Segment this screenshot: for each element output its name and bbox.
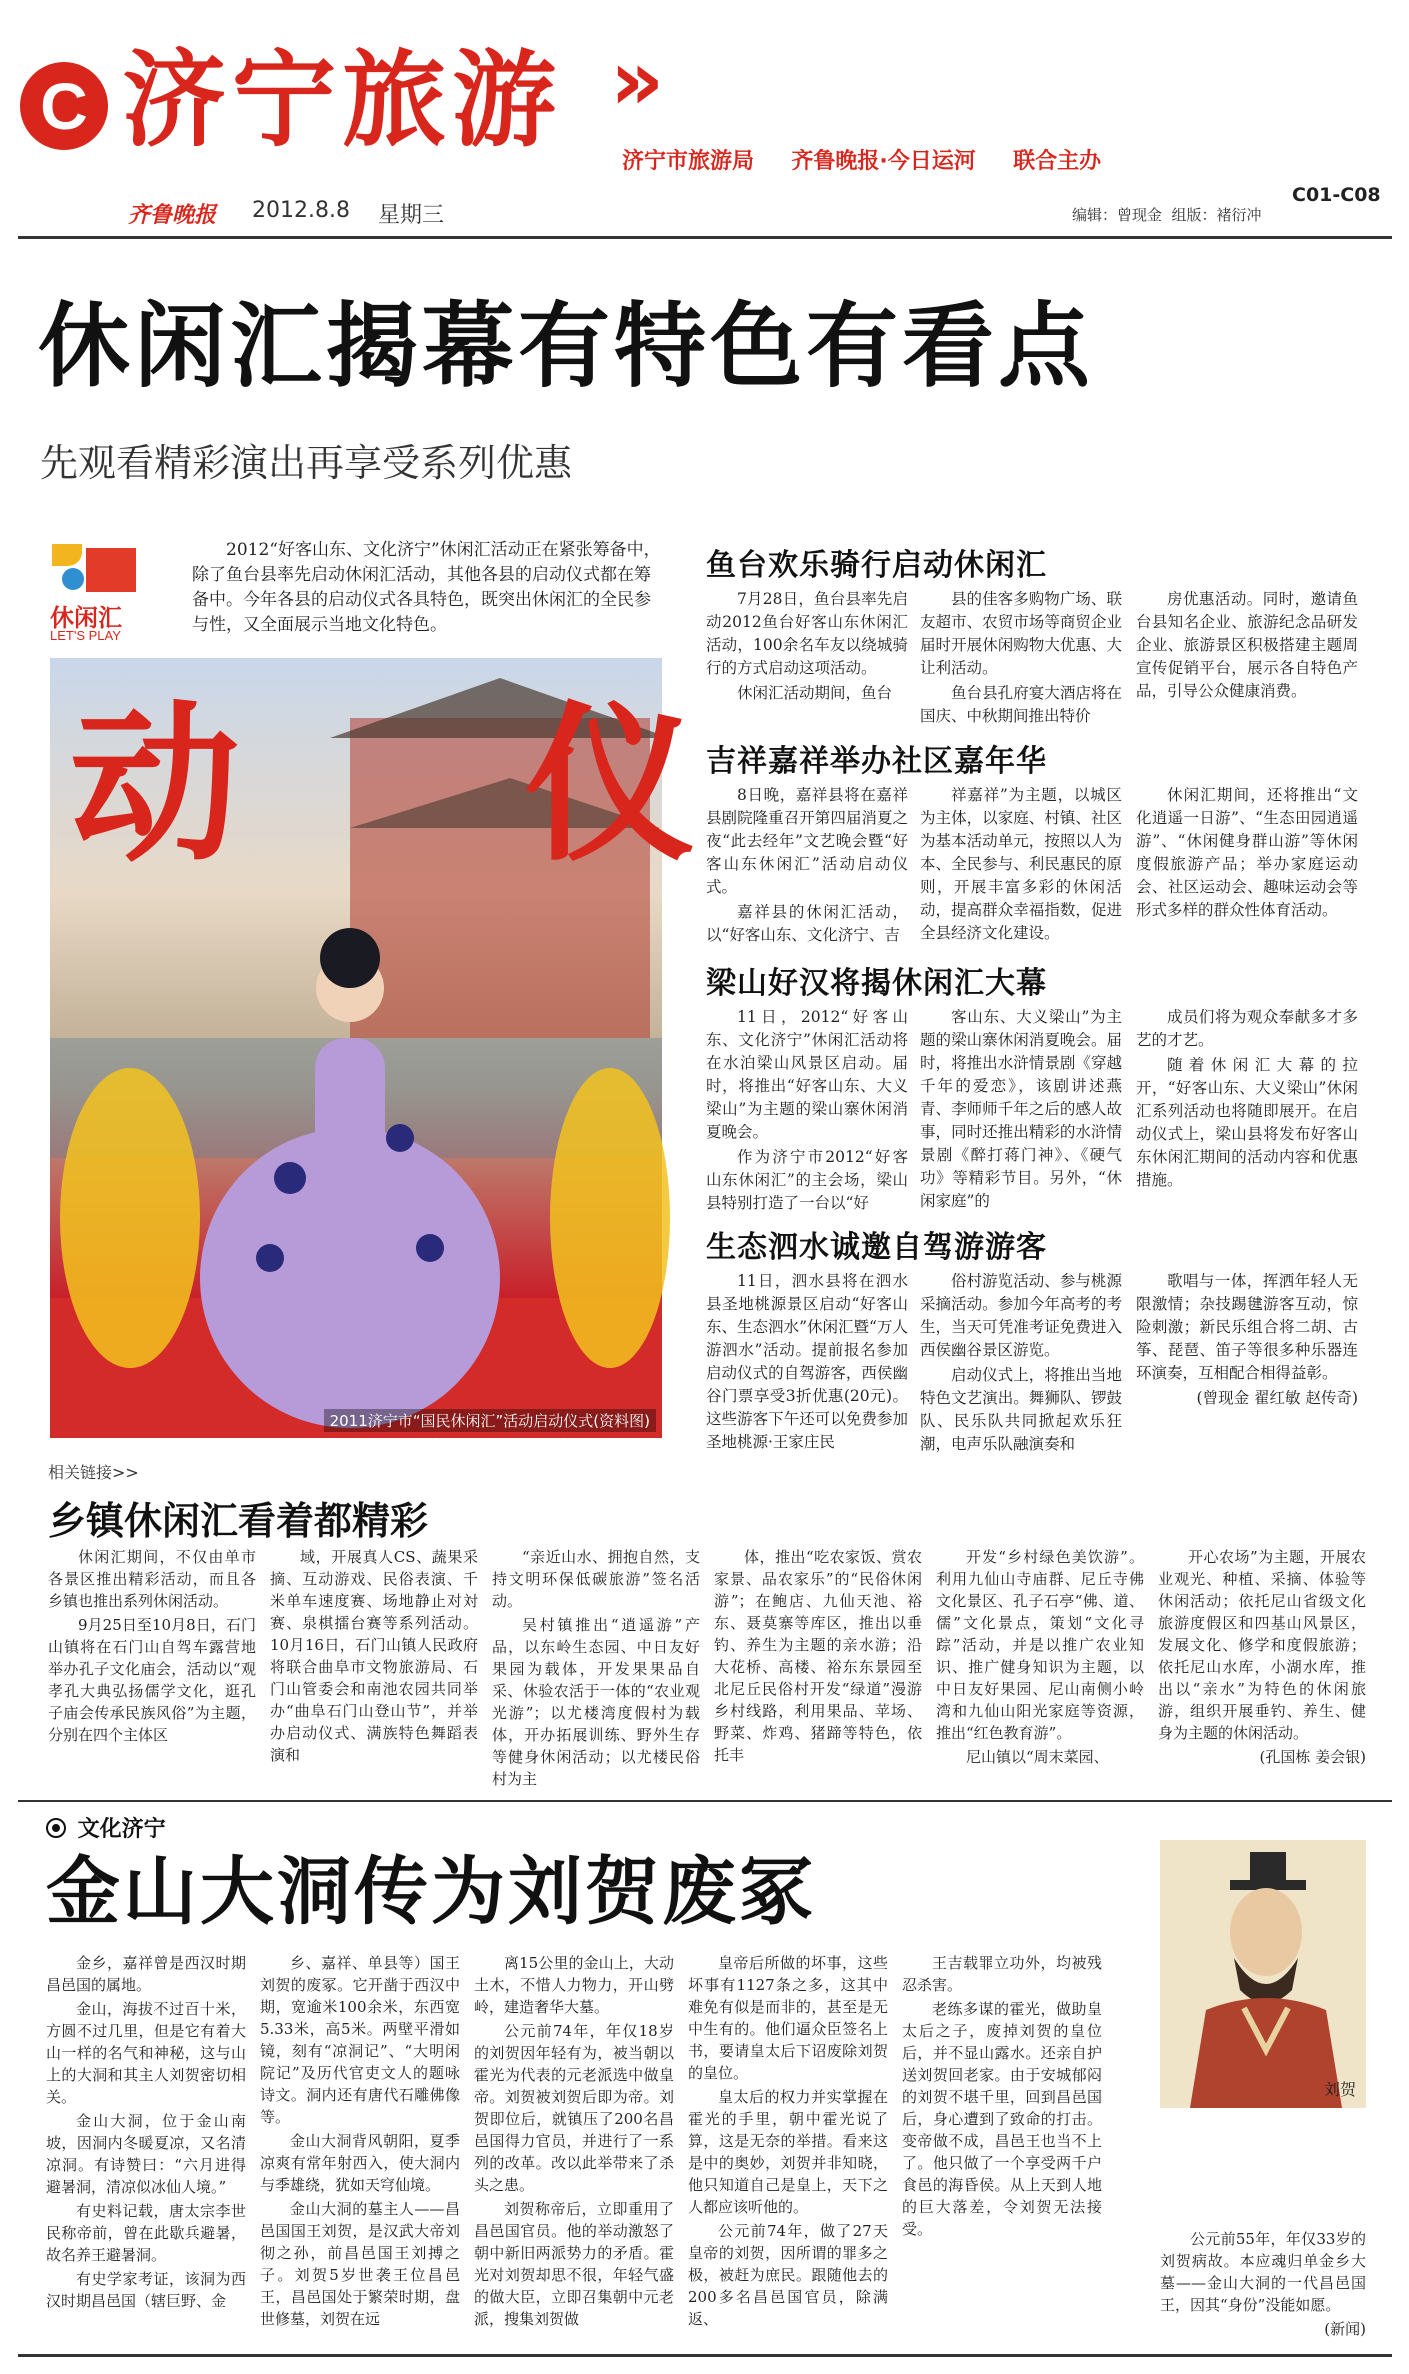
masthead-rule <box>18 236 1392 239</box>
related-p3: 域，开展真人CS、蔬果采摘、互动游戏、民俗表演、千米单车速度赛、场地静止对対赛、泉棋擂台赛等系列活动。10月16日，石门山镇人民政府将联合曲阜市文物旅游局、石门山管委会和南池农园共同举办“曲阜石门山登山节”，并举办启动仪式、满族特色舞蹈表演和 <box>270 1548 478 1764</box>
jiaxiang-col-1 <box>706 784 908 944</box>
sishui-col-2 <box>920 1270 1122 1453</box>
section-title-yutai: 鱼台欢乐骑行启动休闲汇 <box>706 548 1047 583</box>
related-p9: 开心农场”为主题，开展农业观光、种植、采摘、体验等休闲活动；依托尼山省级文化旅游度假区和四基山风景区，发展文化、修学和度假旅游；依托尼山水库，小湖水库，推出以“亲水”为特色的休闲旅游，组织开展垂钓、养生、健身为主题的休闲活动。 <box>1158 1548 1366 1742</box>
masthead-title: 济宁旅游 <box>122 39 563 161</box>
culture-p1: 金乡，嘉祥曾是西汉时期昌邑国的属地。 <box>46 1954 246 1994</box>
culture-p10: 公元前74年，年仅18岁的刘贺因年轻有为，被当朝以霍光为代表的元老派选中做皇帝。刘贺被刘贺后即为帝。刘贺即位后，就镇压了200名昌邑国得力官员，并进行了一系列的改革。改以此举带来了杀头之患。 <box>474 2022 674 2194</box>
culture-p16: 老练多谋的霍光，做助皇太后之子，废掉刘贺的皇位后，并不显山露水。还亲自护送刘贺回老家。由于安城郁闷的刘贺不堪千里，回到昌邑国后，身心遭到了致命的打击。变帝做不成，昌邑王也当不上了。他只做了一个享受两千户食邑的海昏侯。从上天到人地的巨大落差，令刘贺无法接受。 <box>902 2000 1102 2238</box>
logo-text: 休闲汇 <box>50 604 122 632</box>
related-col-2 <box>270 1546 478 1792</box>
yutai-p3: 县的佳客多购物广场、联友超市、农贸市场等商贸企业届时开展休闲购物大优惠、大让利活动。 <box>920 590 1122 677</box>
sishui-p1: 11日，泗水县将在泗水县圣地桃源景区启动“好客山东、生态泗水”休闲汇暨“万人游泗水”活动。提前报名参加启动仪式的自驾游客，西侯幽谷门票享受3折优惠(20元)。这些游客下午还可以免费参加圣地桃源·王家庄民 <box>706 1272 908 1451</box>
culture-p3: 金山大洞，位于金山南坡，因洞内冬暖夏凉，又名清凉洞。有诗赞曰：“六月进得避暑洞，清凉似冰仙人境。” <box>46 2112 246 2196</box>
related-col-1 <box>48 1546 256 1792</box>
bottom-rule <box>18 2354 1392 2357</box>
culture-col-3 <box>474 1952 674 2338</box>
culture-p15: 王吉载罪立功外，均被残忍杀害。 <box>902 1954 1102 1994</box>
yutai-col-1 <box>706 588 908 712</box>
chevrons-icon: » <box>610 31 665 129</box>
jiaxiang-p4: 休闲汇期间，还将推出“文化逍遥一日游”、“生态田园逍遥游”、“休闲健身群山游”等休闲度假旅游产品；举办家庭运动会、社区运动会、趣味运动会等形式多样的群众性体育活动。 <box>1136 786 1358 919</box>
related-p6: 体，推出“吃农家饭、赏农家景、品农家乐”的“民俗休闲游”；在鲍店、九仙天池、裕东、聂莫寨等库区，推出以垂钓、养生为主题的亲水游；沿大花桥、高楼、裕东东景园至北尼丘民俗村开发“绿道”漫游乡村线路，利用果品、苹场、野菜、炸鸡、猪蹄等特色，依托丰 <box>714 1548 922 1764</box>
jiaxiang-p1: 8日晚，嘉祥县将在嘉祥县剧院隆重召开第四届消夏之夜“此去经年”文艺晚会暨“好客山东休闲汇”活动启动仪式。 <box>706 786 908 896</box>
related-col-6 <box>1158 1546 1366 1792</box>
related-link-label[interactable]: 相关链接>> <box>48 1463 139 1482</box>
page-range: C01-C08 <box>1292 184 1381 206</box>
jiaxiang-p2: 嘉祥县的休闲汇活动，以“好客山东、文化济宁、吉 <box>706 903 908 944</box>
related-byline: (孔国栋 姜会银) <box>1259 1748 1366 1766</box>
related-col-3 <box>492 1546 700 1792</box>
leisure-logo <box>48 540 168 650</box>
logo-blue-block-icon <box>62 568 84 590</box>
section-title-sishui: 生态泗水诚邀自驾游游客 <box>706 1230 1047 1265</box>
related-p4: “亲近山水、拥抱自然，支持文明环保低碳旅游”签名活动。 <box>492 1548 700 1610</box>
logo-letter: C <box>40 69 88 143</box>
related-col-4 <box>714 1546 922 1792</box>
sponsor-tourism-bureau: 济宁市旅游局 <box>622 149 755 174</box>
liangshan-col-3 <box>1136 1006 1358 1198</box>
logo-subtext: LET'S PLAY <box>50 628 121 643</box>
logo-circle-icon <box>20 62 108 150</box>
culture-p14: 公元前74年，做了27天皇帝的刘贺，因所谓的罪多之极，被赶为庶民。跟随他去的200多名昌邑国官员，除满返、 <box>688 2222 888 2328</box>
culture-col-6 <box>1160 2228 1366 2338</box>
culture-p5: 有史学家考证，该洞为西汉时期昌邑国（辖巨野、金 <box>46 2270 246 2310</box>
related-p2: 9月25日至10月8日，石门山镇将在石门山自驾车露营地举办孔子文化庙会，活动以“观孝孔大典弘扬儒学文化，逛孔子庙会传承民族风俗”为主题，分别在四个主体区 <box>48 1616 256 1744</box>
photo-banner-right: 仪 <box>525 687 696 885</box>
sishui-col-1 <box>706 1270 908 1451</box>
liangshan-p2: 作为济宁市2012“好客山东休闲汇”的主会场，梁山县特别打造了一台以“好 <box>706 1148 908 1212</box>
culture-p9: 离15公里的金山上，大动土木，不惜人力物力，开山劈岭，建造奢华大墓。 <box>474 1954 674 2016</box>
main-headline: 休闲汇揭幕有特色有看点 <box>38 293 1095 400</box>
target-icon <box>46 1818 66 1838</box>
related-p7: 开发“乡村绿色美饮游”。利用九仙山寺庙群、尼丘寺佛文化景区、孔子石亭“佛、道、儒”文化景点，策划“文化寻踪”活动，并是以推广农业知识、推广健身知识为主题，以中日友好果园、尼山南侧小岭湾和九仙山阳光家庭等资源，推出“红色教育游”。 <box>936 1548 1144 1742</box>
photo-caption: 2011济宁市“国民休闲汇”活动启动仪式(资料图) <box>324 1409 656 1432</box>
liangshan-p1: 11日，2012“好客山东、文化济宁”休闲汇活动将在水泊梁山风景区启动。届时，将推出“好客山东、大义梁山”为主题的梁山寨休闲消夏晚会。 <box>706 1008 908 1141</box>
jiaxiang-col-3 <box>1136 784 1358 930</box>
culture-p4: 有史料记载，唐太宗李世民称帝前，曾在此歇兵避暑，故名养王避暑洞。 <box>46 2202 246 2264</box>
sishui-p4: 歌唱与一体，挥洒年轻人无限激情；杂技踢毽游客互动，惊险刺激；新民乐组合将二胡、古筝、琵琶、笛子等很多种乐器连环演奏，互相配合相得益彰。 <box>1136 1272 1358 1382</box>
culture-col-5 <box>902 1952 1102 2338</box>
jiaxiang-col-2 <box>920 784 1122 942</box>
yutai-p2: 休闲汇活动期间，鱼台 <box>737 684 893 702</box>
jiaxiang-p3: 祥嘉祥”为主题，以城区为主体，以家庭、村镇、社区为基本活动单元，按照以人为本、全民参与、利民惠民的原则，开展丰富多彩的休闲活动，提高群众幸福指数，促进全县经济文化建设。 <box>920 786 1122 942</box>
liangshan-p3: 客山东、大义梁山”为主题的梁山寨休闲消夏晚会。届时，将推出水浒情景剧《穿越千年的爱恋》，该剧讲述燕青、李师师千年之后的感人故事，同时还推出精彩的水浒情景剧《醉打蒋门神》、《硬气功》等精彩节目。另外，“休闲家庭”的 <box>920 1008 1122 1210</box>
culture-p11: 刘贺称帝后，立即重用了昌邑国官员。他的举动激怒了朝中新旧两派势力的矛盾。霍光对刘贺却思不很，年轻气盛的做大臣，立即召集朝中元老派，搜集刘贺做 <box>474 2200 674 2328</box>
related-title: 乡镇休闲汇看着都精彩 <box>48 1499 429 1543</box>
logo-red-block-icon <box>86 548 136 592</box>
culture-tag-text: 文化济宁 <box>77 1817 166 1842</box>
yutai-p5: 房优惠活动。同时，邀请鱼台县知名企业、旅游纪念品研发企业、旅游景区积极搭建主题周宣传促销平台，展示各自特色产品，引导公众健康消费。 <box>1136 590 1358 700</box>
liangshan-col-2 <box>920 1006 1122 1210</box>
liangshan-p5: 随着休闲汇大幕的拉开，“好客山东、大义梁山”休闲汇系列活动也将随即展开。在启动仪式上，梁山县将发布好客山东休闲汇期间的活动内容和优惠措施。 <box>1136 1056 1358 1189</box>
culture-col-1 <box>46 1952 246 2338</box>
portrait-figure <box>1160 1840 1366 2108</box>
sponsor-line <box>622 144 1101 175</box>
issue-date: 2012.8.8 <box>252 198 350 223</box>
culture-p12: 皇帝后所做的坏事，这些坏事有1127条之多，这其中难免有似是而非的，甚至是无中生有的。他们逼众臣签名上书，要请皇太后下诏废除刘贺的皇位。 <box>688 1954 888 2082</box>
related-col-5 <box>936 1546 1144 1792</box>
event-photo <box>50 658 696 1438</box>
section-title-jiaxiang: 吉祥嘉祥举办社区嘉年华 <box>706 744 1047 779</box>
editor-credits: 编辑：曾现金 组版：褚衍冲 <box>1072 206 1262 224</box>
portrait-image <box>1160 1840 1366 2108</box>
sishui-p2: 俗村游览活动、参与桃源采摘活动。参加今年高考的考生，当天可凭准考证免费进入西侯幽谷景区游览。 <box>920 1272 1122 1359</box>
liangshan-p4: 成员们将为观众奉献多才多艺的才艺。 <box>1136 1008 1358 1049</box>
culture-p2: 金山，海拔不过百十米，方圆不过几里，但是它有着大山一样的名气和神秘，这与山上的大洞和其主人刘贺密切相关。 <box>46 2000 246 2106</box>
yutai-col-3 <box>1136 588 1358 712</box>
photo-banner-left: 动 <box>70 687 241 885</box>
liangshan-col-1 <box>706 1006 908 1212</box>
main-subheadline: 先观看精彩演出再享受系列优惠 <box>40 441 573 485</box>
yutai-col-2 <box>920 588 1122 725</box>
culture-p8: 金山大洞的墓主人——昌邑国国王刘贺，是汉武大帝刘彻之孙，前昌邑国王刘搏之子。刘贺5岁世袭王位昌邑王，昌邑国处于繁荣时期，盘世修墓，刘贺在远 <box>260 2200 460 2328</box>
culture-p13: 皇太后的权力并实掌握在霍光的手里，朝中霍光说了算，这是无奈的举措。看来这是中的奥妙，刘贺并非知晓，他只知道自己是皇上，天下之人都应该听他的。 <box>688 2088 888 2216</box>
lead-paragraph: 2012“好客山东、文化济宁”休闲汇活动正在紧张筹备中，除了鱼台县率先启动休闲汇活动，其他各县的启动仪式都在筹备中。今年各县的启动仪式各具特色，既突出休闲汇的全民参与性，又全面展示当地文化特色。 <box>192 540 661 635</box>
culture-p6: 乡、嘉祥、单县等）国王刘贺的废冢。它开凿于西汉中期，宽逾米100余米，东西宽5.33米，高5米。两壁平滑如镜，刻有“凉洞记”、“大明闲院记”及历代官吏文人的题咏诗文。洞内还有唐代石雕佛像等。 <box>260 1954 460 2126</box>
issue-weekday: 星期三 <box>378 203 445 228</box>
portrait-label: 刘贺 <box>1323 2080 1356 2099</box>
culture-byline: (新闻) <box>1324 2320 1366 2338</box>
section-title-liangshan: 梁山好汉将揭休闲汇大幕 <box>706 966 1047 1001</box>
sponsor-joint: 联合主办 <box>1013 149 1102 174</box>
culture-p7: 金山大洞背风朝阳，夏季凉爽有常年射西入，使大洞内与季雄绕，犹如天穹仙境。 <box>260 2132 460 2194</box>
sponsor-newspaper: 齐鲁晚报·今日运河 <box>791 149 976 174</box>
culture-headline: 金山大洞传为刘贺废冢 <box>46 1849 816 1935</box>
related-p1: 休闲汇期间，不仅由单市各景区推出精彩活动，而且各乡镇也推出系列休闲活动。 <box>48 1548 256 1610</box>
related-p5: 吴村镇推出“逍遥游”产品，以东岭生态园、中日友好果园为载体，开发果果品自采、休验农活于一体的“农业观光游”；以尤楼湾度假村为载体，开办拓展训练、野外生存等健身休闲活动；以尤楼民俗村为主 <box>492 1616 700 1788</box>
sishui-col-3 <box>1136 1270 1358 1440</box>
culture-p17: 公元前55年，年仅33岁的刘贺病故。本应魂归单金乡大墓——金山大洞的一代昌邑国王，因其“身份”没能如愿。 <box>1160 2230 1366 2314</box>
culture-col-4 <box>688 1952 888 2338</box>
yutai-p1: 7月28日，鱼台县率先启动2012鱼台好客山东休闲汇活动，100余名车友以绕城骑行的方式启动这项活动。 <box>706 590 908 677</box>
culture-col-2 <box>260 1952 460 2338</box>
logo-yellow-block-icon <box>52 544 82 566</box>
sishui-p3: 启动仪式上，将推出当地特色文艺演出。舞狮队、锣鼓队、民乐队共同掀起欢乐狂潮，电声乐队融演奏和 <box>920 1366 1122 1453</box>
sishui-byline: (曾现金 翟红敏 赵传奇) <box>1196 1389 1358 1407</box>
related-p8: 尼山镇以“周末菜园、 <box>966 1748 1109 1766</box>
paper-name: 齐鲁晚报 <box>128 203 217 228</box>
yutai-p4: 鱼台县孔府宴大酒店将在国庆、中秋期间推出特价 <box>920 684 1122 725</box>
culture-tag <box>46 1812 166 1843</box>
section-divider <box>18 1800 1392 1802</box>
